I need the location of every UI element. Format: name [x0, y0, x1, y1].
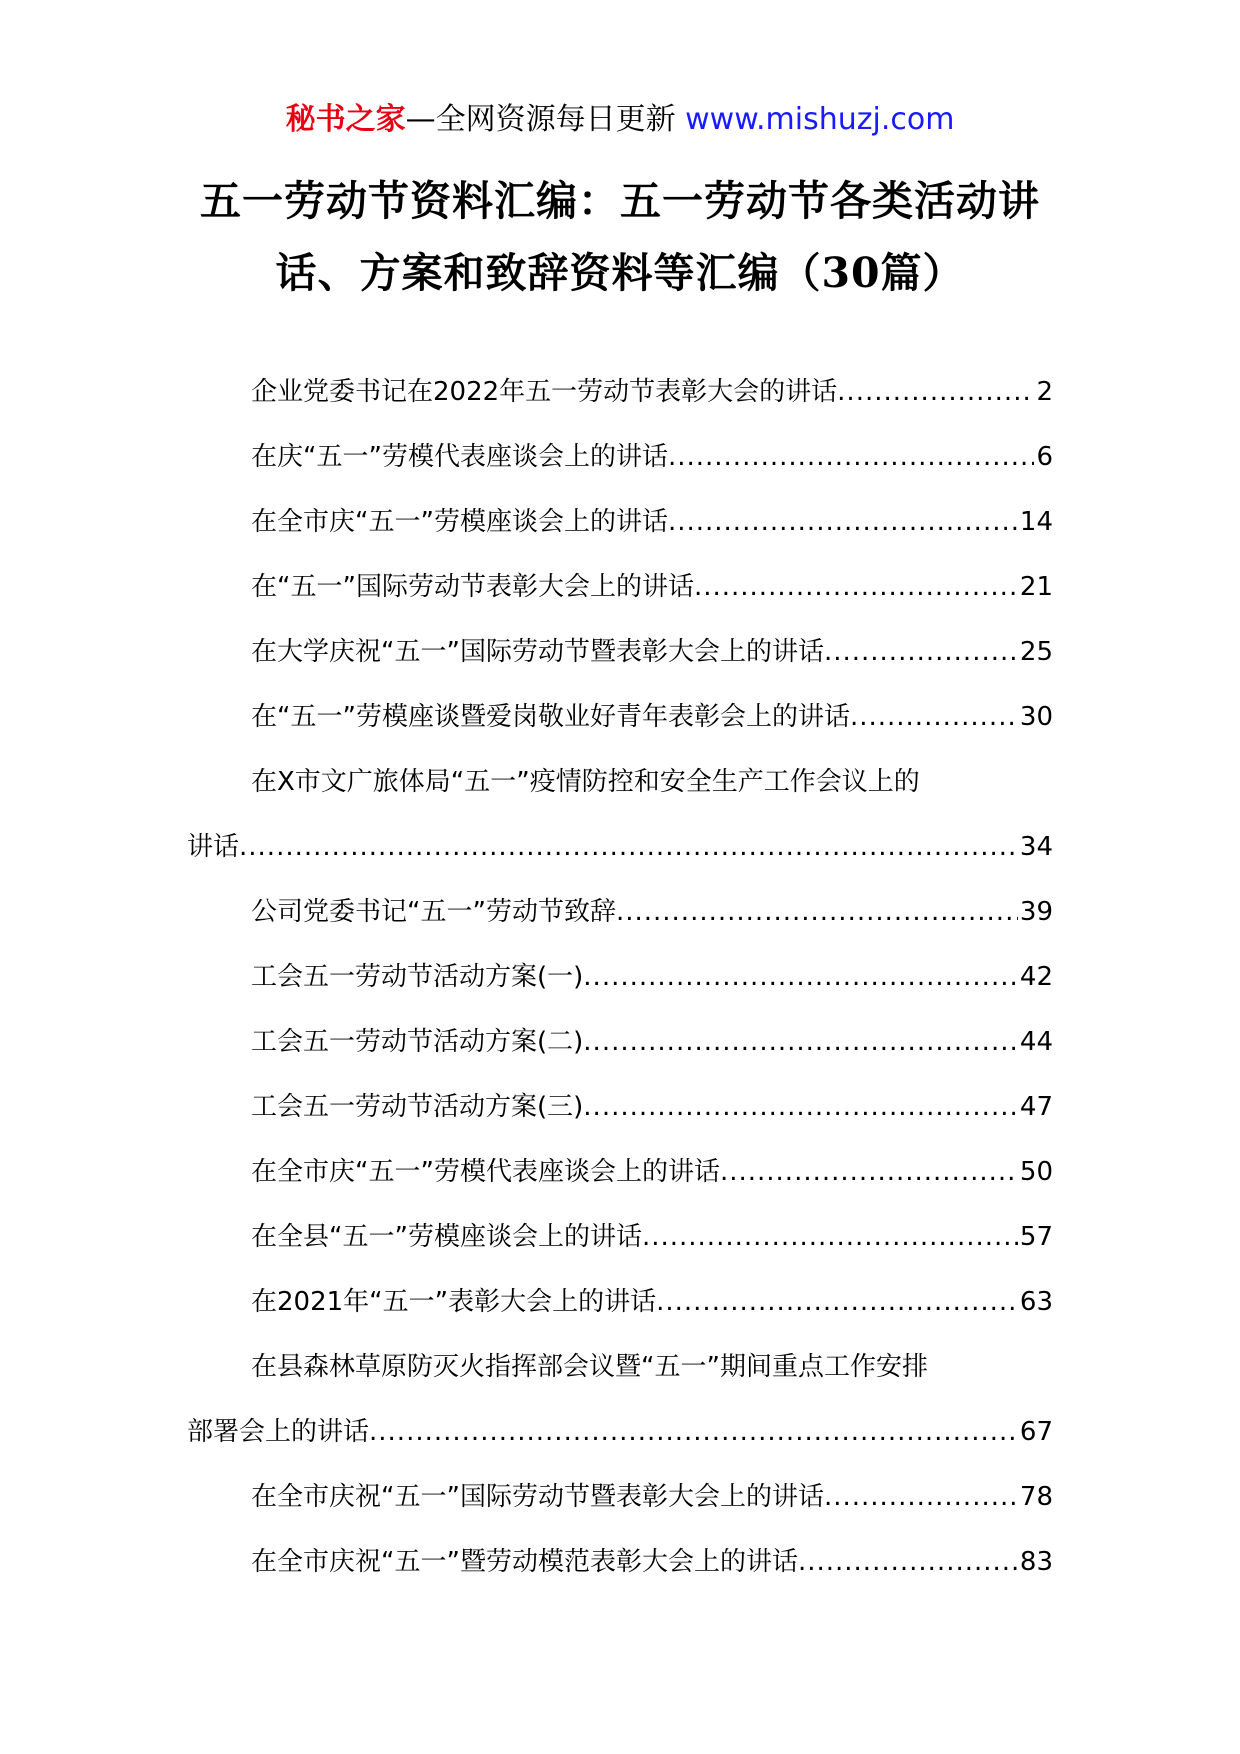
toc-page-number: 67: [1019, 1417, 1053, 1447]
toc-entry[interactable]: [187, 620, 1053, 685]
toc-entry[interactable]: [187, 1270, 1053, 1335]
toc-page-number: 83: [1019, 1547, 1053, 1577]
toc-entry[interactable]: [187, 360, 1053, 425]
title-line-2: 话、方案和致辞资料等汇编（30篇）: [275, 249, 965, 297]
toc-entry-row: [187, 490, 1053, 555]
toc-entry[interactable]: [187, 1465, 1053, 1530]
dot-leader: [616, 880, 1018, 945]
toc-entry-title: 在“五一”国际劳动节表彰大会上的讲话: [251, 572, 694, 602]
dot-leader: [668, 425, 1035, 490]
toc-entry-title-line1: 在县森林草原防灭火指挥部会议暨“五一”期间重点工作安排: [251, 1352, 928, 1382]
toc-entry-row: [187, 1530, 1053, 1595]
toc-entry-title: 工会五一劳动节活动方案(一): [251, 962, 584, 992]
toc-entry[interactable]: [187, 880, 1053, 945]
toc-entry-row: [187, 1465, 1053, 1530]
toc-entry-title: 部署会上的讲话: [187, 1417, 370, 1447]
dot-leader: [369, 1400, 1018, 1465]
toc-entry[interactable]: [187, 945, 1053, 1010]
site-link[interactable]: www.mishuzj.com: [685, 102, 955, 137]
toc-entry[interactable]: [187, 1010, 1053, 1075]
toc-page-number: 21: [1019, 572, 1053, 602]
toc-entry[interactable]: [187, 425, 1053, 490]
toc-page-number: 34: [1019, 832, 1053, 862]
dot-leader: [824, 1465, 1018, 1530]
site-tagline: —全网资源每日更新: [405, 102, 676, 137]
toc-entry[interactable]: [187, 750, 1053, 880]
toc-entry[interactable]: [187, 490, 1053, 555]
toc-entry-row: [187, 1205, 1053, 1270]
brand-name: 秘书之家: [285, 102, 406, 137]
toc-entry[interactable]: [187, 1530, 1053, 1595]
toc-entry[interactable]: [187, 1205, 1053, 1270]
toc-page-number: 30: [1019, 702, 1053, 732]
toc-entry-row: [187, 1140, 1053, 1205]
dot-leader: [798, 1530, 1018, 1595]
toc-entry-row: [187, 360, 1053, 425]
toc-entry-title: 在全市庆“五一”劳模代表座谈会上的讲话: [251, 1157, 720, 1187]
toc-entry-row: [187, 945, 1053, 1010]
toc-page-number: 25: [1019, 637, 1053, 667]
toc-entry-title: 企业党委书记在2022年五一劳动节表彰大会的讲话: [251, 377, 838, 407]
toc-entry[interactable]: [187, 1140, 1053, 1205]
dot-leader: [656, 1270, 1018, 1335]
toc-entry-row: [187, 620, 1053, 685]
toc-entry-row: [187, 880, 1053, 945]
toc-page-number: 78: [1019, 1482, 1053, 1512]
toc-entry-title: 工会五一劳动节活动方案(二): [251, 1027, 584, 1057]
dot-leader: [239, 815, 1018, 880]
dot-leader: [583, 945, 1018, 1010]
document-title: [150, 165, 1090, 309]
toc-entry-title-line1: 在X市文广旅体局“五一”疫情防控和安全生产工作会议上的: [251, 767, 920, 797]
toc-entry-row: [187, 1400, 1053, 1465]
dot-leader: [837, 360, 1034, 425]
toc-entry-row: [187, 425, 1053, 490]
dot-leader: [642, 1205, 1018, 1270]
toc-entry-title: 在全县“五一”劳模座谈会上的讲话: [251, 1222, 642, 1252]
toc-entry-title: 在大学庆祝“五一”国际劳动节暨表彰大会上的讲话: [251, 637, 824, 667]
toc-entry-title: 工会五一劳动节活动方案(三): [251, 1092, 584, 1122]
site-header: [0, 100, 1240, 140]
toc-entry-row: [187, 1270, 1053, 1335]
toc-entry[interactable]: [187, 1075, 1053, 1140]
dot-leader: [720, 1140, 1018, 1205]
toc-page-number: 14: [1019, 507, 1053, 537]
toc-entry-row: [187, 815, 1053, 880]
toc-entry-title: 在2021年“五一”表彰大会上的讲话: [251, 1287, 657, 1317]
toc-page-number: 2: [1036, 377, 1053, 407]
toc-entry-title: 讲话: [187, 832, 240, 862]
dot-leader: [668, 490, 1018, 555]
toc-entry[interactable]: [187, 685, 1053, 750]
dot-leader: [694, 555, 1018, 620]
toc-entry-title: 在全市庆“五一”劳模座谈会上的讲话: [251, 507, 668, 537]
toc-page-number: 57: [1019, 1222, 1053, 1252]
toc-page-number: 39: [1019, 897, 1053, 927]
toc-entry-row: [187, 685, 1053, 750]
toc-entry-title: 在全市庆祝“五一”国际劳动节暨表彰大会上的讲话: [251, 1482, 824, 1512]
toc-entry-row: [187, 555, 1053, 620]
toc-page-number: 42: [1019, 962, 1053, 992]
toc-entry[interactable]: [187, 1335, 1053, 1465]
toc-page-number: 63: [1019, 1287, 1053, 1317]
toc-entry[interactable]: [187, 555, 1053, 620]
dot-leader: [583, 1075, 1018, 1140]
toc-entry-title: 在庆“五一”劳模代表座谈会上的讲话: [251, 442, 668, 472]
toc-entry-row: [187, 1075, 1053, 1140]
toc-entry-title: 公司党委书记“五一”劳动节致辞: [251, 897, 616, 927]
dot-leader: [850, 685, 1018, 750]
toc-entry-title: 在全市庆祝“五一”暨劳动模范表彰大会上的讲话: [251, 1547, 798, 1577]
toc-entry-title: 在“五一”劳模座谈暨爱岗敬业好青年表彰会上的讲话: [251, 702, 850, 732]
toc-page-number: 47: [1019, 1092, 1053, 1122]
toc-entry-row: [187, 1010, 1053, 1075]
toc-page-number: 6: [1036, 442, 1053, 472]
title-line-1: 五一劳动节资料汇编：五一劳动节各类活动讲: [200, 177, 1040, 225]
table-of-contents: [187, 360, 1053, 1595]
toc-page-number: 50: [1019, 1157, 1053, 1187]
dot-leader: [583, 1010, 1018, 1075]
toc-page-number: 44: [1019, 1027, 1053, 1057]
dot-leader: [824, 620, 1018, 685]
